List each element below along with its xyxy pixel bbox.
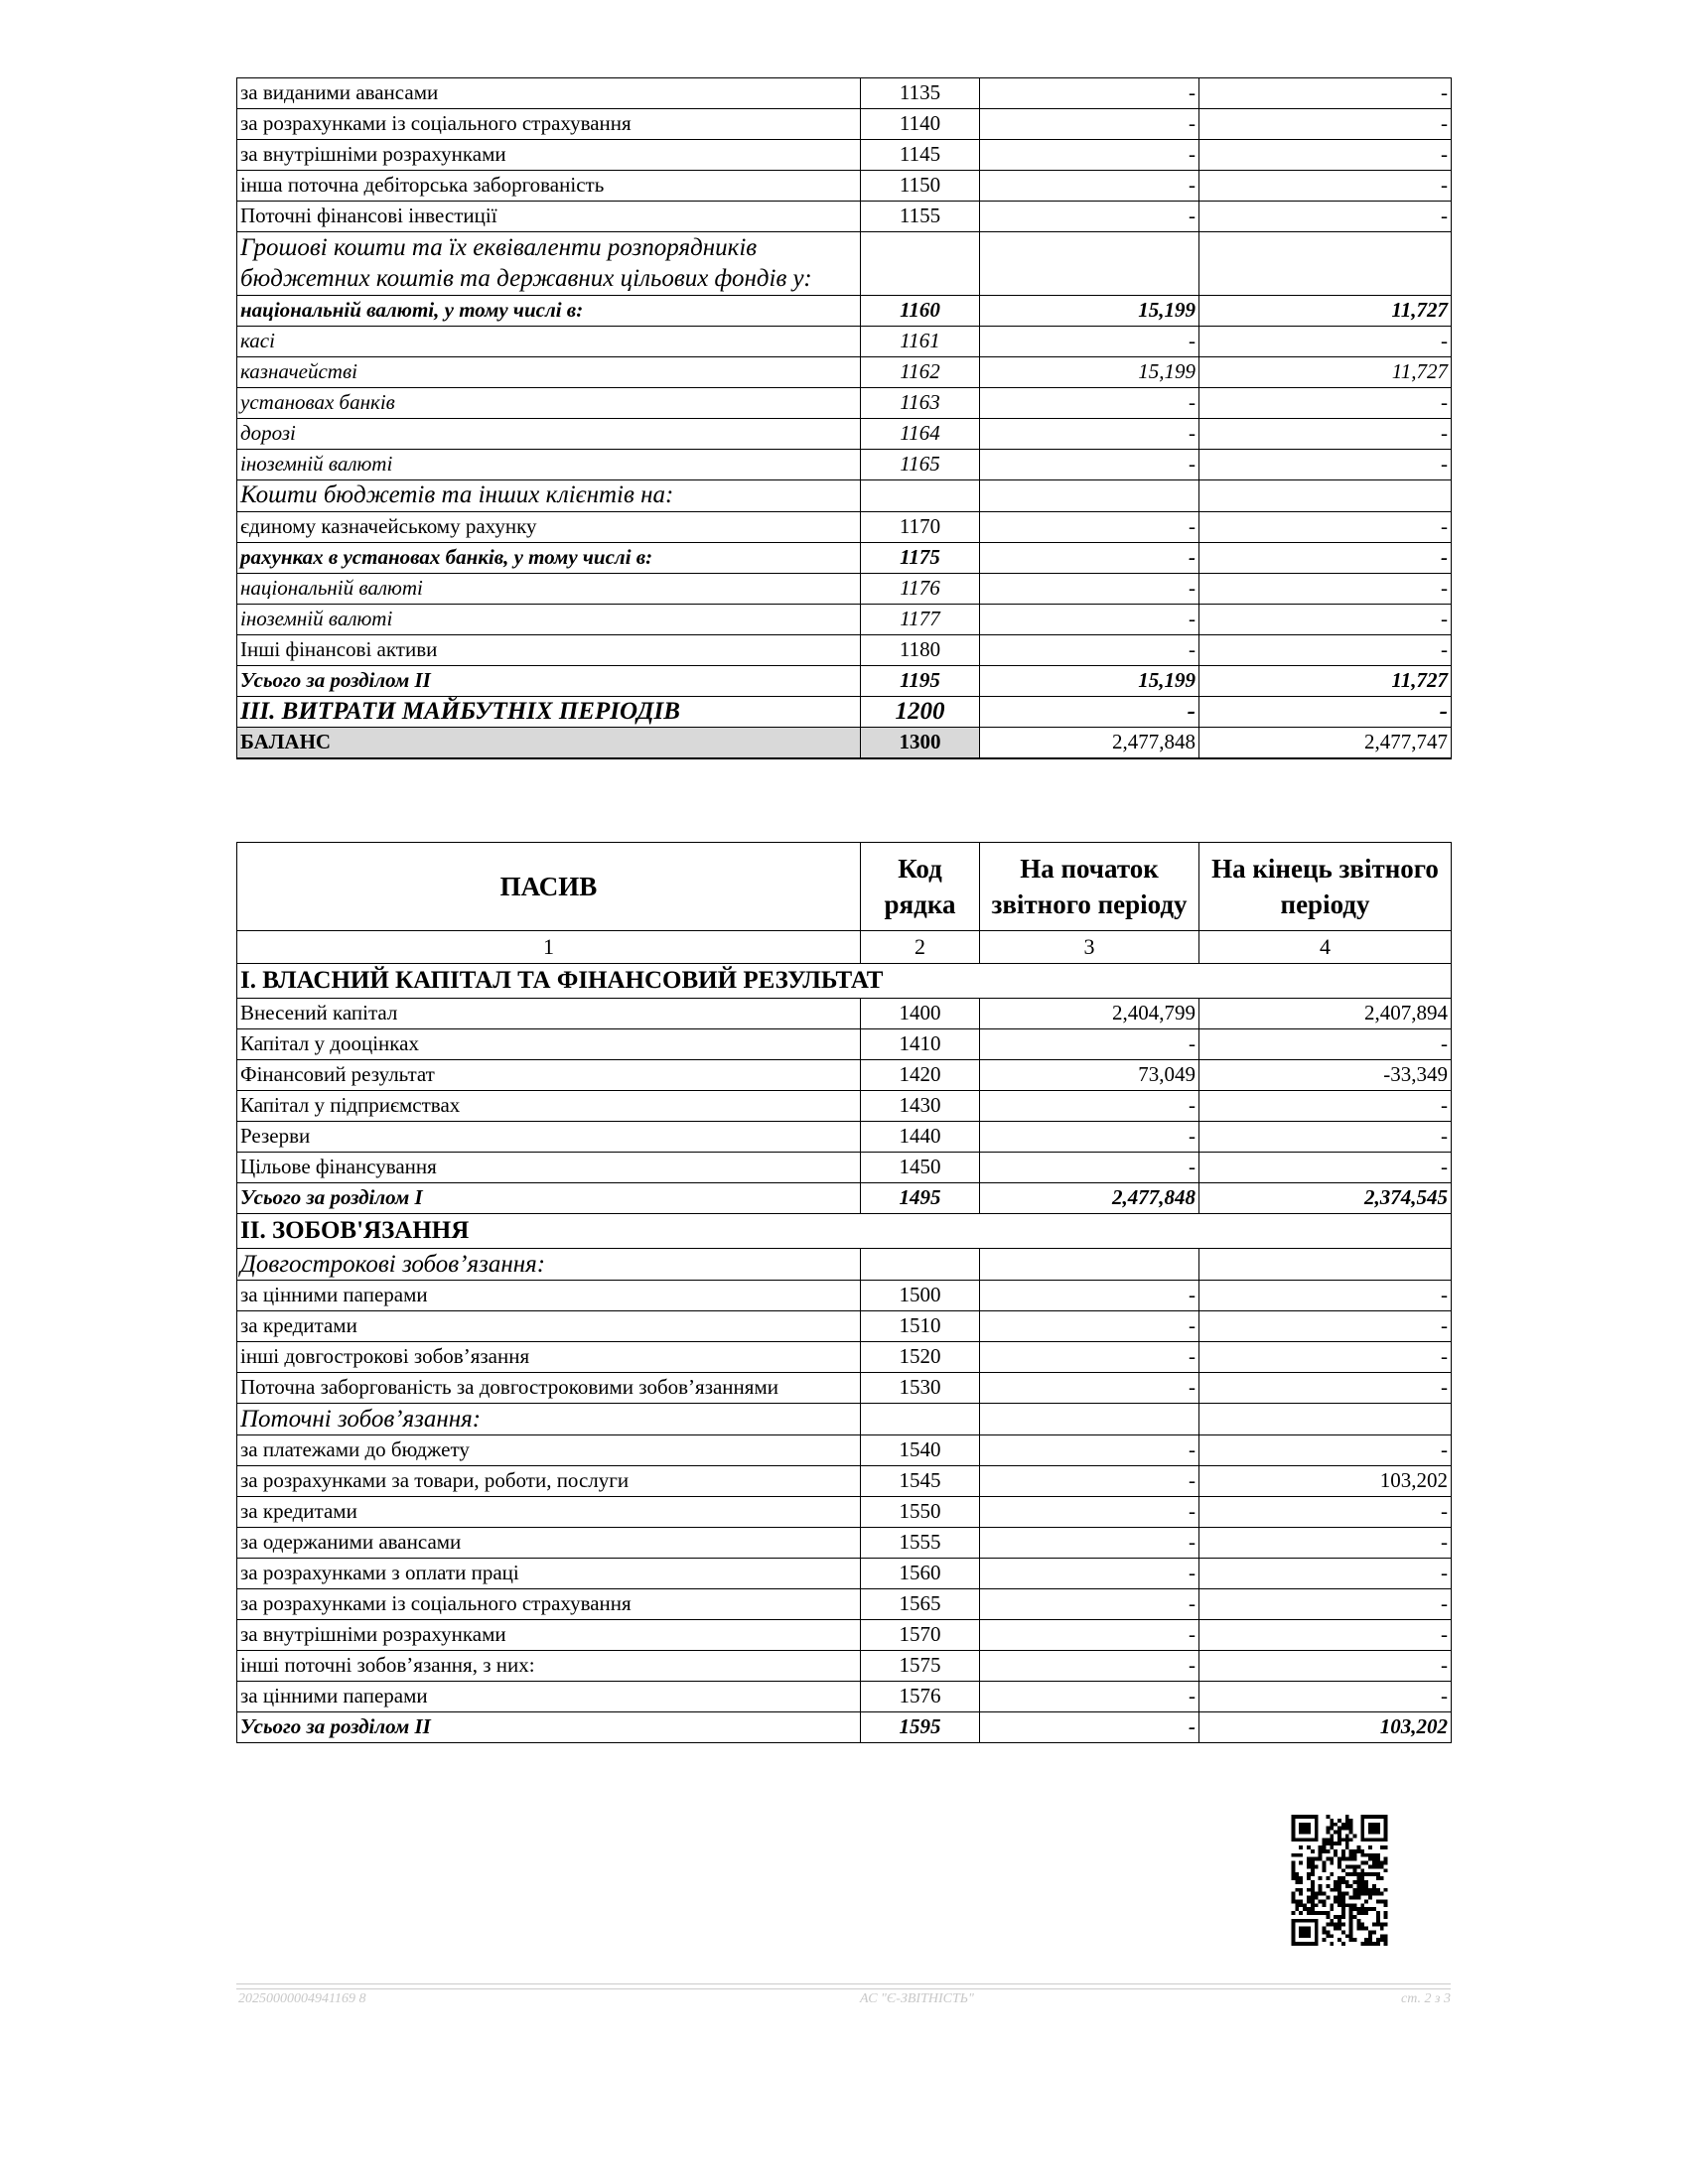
row-end-value: - — [1199, 109, 1452, 140]
row-code: 1565 — [861, 1589, 980, 1620]
row-end-value: - — [1199, 140, 1452, 171]
row-start-value: - — [980, 418, 1199, 449]
row-end-value: - — [1199, 326, 1452, 356]
row-code: 1135 — [861, 78, 980, 109]
table-row — [237, 479, 1452, 511]
row-end-value: - — [1199, 696, 1452, 727]
row-code: 1176 — [861, 573, 980, 604]
row-end-value: -33,349 — [1199, 1060, 1452, 1091]
row-end-value: - — [1199, 78, 1452, 109]
row-name: інші поточні зобов’язання, з них: — [237, 1651, 861, 1682]
table-row — [237, 1281, 1452, 1311]
row-name: за кредитами — [237, 1311, 861, 1342]
row-start-value: - — [980, 1682, 1199, 1712]
row-name: за кредитами — [237, 1497, 861, 1528]
row-end-value — [1199, 232, 1452, 296]
table-row — [237, 356, 1452, 387]
header-start: На початок звітного періоду — [980, 843, 1199, 931]
column-number-4: 4 — [1199, 931, 1452, 964]
row-start-value: - — [980, 109, 1199, 140]
table-row — [237, 999, 1452, 1029]
row-name: Капітал у підприємствах — [237, 1091, 861, 1122]
row-end-value: - — [1199, 1029, 1452, 1060]
row-code: 1163 — [861, 387, 980, 418]
row-start-value: 2,404,799 — [980, 999, 1199, 1029]
row-end-value — [1199, 479, 1452, 511]
row-code: 1540 — [861, 1435, 980, 1466]
row-end-value: - — [1199, 634, 1452, 665]
row-code: 1170 — [861, 511, 980, 542]
row-name: Поточні зобов’язання: — [237, 1404, 861, 1435]
row-name: за внутрішніми розрахунками — [237, 1620, 861, 1651]
row-name: Резерви — [237, 1122, 861, 1153]
row-name: за цінними паперами — [237, 1281, 861, 1311]
row-start-value: - — [980, 387, 1199, 418]
row-start-value: 2,477,848 — [980, 727, 1199, 758]
row-start-value: - — [980, 1712, 1199, 1743]
row-name: казначействі — [237, 356, 861, 387]
table-row — [237, 1373, 1452, 1404]
row-end-value: - — [1199, 1435, 1452, 1466]
row-code: 1177 — [861, 604, 980, 634]
row-code: 1450 — [861, 1153, 980, 1183]
row-code: 1495 — [861, 1183, 980, 1214]
table-row — [237, 202, 1452, 232]
row-code: 1420 — [861, 1060, 980, 1091]
liabilities-header-row — [237, 843, 1452, 931]
table-row — [237, 1153, 1452, 1183]
row-name: рахунках в установах банків, у тому числі в: — [237, 542, 861, 573]
row-name: національній валюті, у тому числі в: — [237, 295, 861, 326]
row-start-value: - — [980, 78, 1199, 109]
row-code: 1175 — [861, 542, 980, 573]
row-name: за розрахунками із соціального страхування — [237, 109, 861, 140]
row-code: 1520 — [861, 1342, 980, 1373]
column-number-2: 2 — [861, 931, 980, 964]
table-row — [237, 295, 1452, 326]
row-start-value: - — [980, 140, 1199, 171]
row-start-value: - — [980, 171, 1199, 202]
row-end-value: - — [1199, 1589, 1452, 1620]
row-end-value: - — [1199, 1620, 1452, 1651]
row-name: БАЛАНС — [237, 727, 861, 758]
row-name: за цінними паперами — [237, 1682, 861, 1712]
row-name: інші довгострокові зобов’язання — [237, 1342, 861, 1373]
table-row — [237, 1311, 1452, 1342]
row-end-value: - — [1199, 418, 1452, 449]
row-end-value: - — [1199, 1281, 1452, 1311]
row-start-value: - — [980, 573, 1199, 604]
row-start-value: - — [980, 1620, 1199, 1651]
table-row — [237, 1497, 1452, 1528]
row-start-value: - — [980, 1091, 1199, 1122]
row-start-value: - — [980, 1466, 1199, 1497]
row-code: 1160 — [861, 295, 980, 326]
row-end-value: 11,727 — [1199, 356, 1452, 387]
row-name: за платежами до бюджету — [237, 1435, 861, 1466]
row-start-value: - — [980, 634, 1199, 665]
row-code: 1560 — [861, 1559, 980, 1589]
row-code — [861, 232, 980, 296]
table-row — [237, 1651, 1452, 1682]
row-start-value — [980, 1404, 1199, 1435]
section-1-title: І. ВЛАСНИЙ КАПІТАЛ ТА ФІНАНСОВИЙ РЕЗУЛЬТАТ — [237, 964, 1452, 999]
section-1-body — [237, 999, 1452, 1214]
row-end-value: - — [1199, 1091, 1452, 1122]
row-end-value: 11,727 — [1199, 295, 1452, 326]
row-start-value: - — [980, 1122, 1199, 1153]
row-end-value: 103,202 — [1199, 1466, 1452, 1497]
table-row — [237, 1060, 1452, 1091]
row-end-value: - — [1199, 387, 1452, 418]
row-end-value: - — [1199, 171, 1452, 202]
table-row — [237, 109, 1452, 140]
row-code: 1162 — [861, 356, 980, 387]
row-start-value: - — [980, 511, 1199, 542]
row-start-value: - — [980, 1153, 1199, 1183]
row-code: 1155 — [861, 202, 980, 232]
row-code: 1164 — [861, 418, 980, 449]
table-row — [237, 232, 1452, 296]
row-end-value: 2,407,894 — [1199, 999, 1452, 1029]
row-code: 1180 — [861, 634, 980, 665]
table-row — [237, 665, 1452, 696]
row-name: за виданими авансами — [237, 78, 861, 109]
column-number-row — [237, 931, 1452, 964]
row-name: Поточна заборгованість за довгостроковими зобов’язаннями — [237, 1373, 861, 1404]
footer-document-id: 20250000004941169 8 — [238, 1991, 366, 2006]
row-code: 1440 — [861, 1122, 980, 1153]
table-row — [237, 171, 1452, 202]
table-row — [237, 727, 1452, 758]
section-2-body — [237, 1249, 1452, 1743]
row-end-value: - — [1199, 604, 1452, 634]
row-name: за розрахунками за товари, роботи, послуги — [237, 1466, 861, 1497]
row-start-value: - — [980, 604, 1199, 634]
row-code: 1530 — [861, 1373, 980, 1404]
row-end-value: - — [1199, 1682, 1452, 1712]
row-name: за одержаними авансами — [237, 1528, 861, 1559]
qr-code — [1291, 1815, 1388, 1946]
row-start-value: 2,477,848 — [980, 1183, 1199, 1214]
row-name: Інші фінансові активи — [237, 634, 861, 665]
row-start-value: - — [980, 1559, 1199, 1589]
row-name: Грошові кошти та їх еквіваленти розпорядників бюджетних коштів та державних цільових фондів у: — [237, 232, 861, 296]
row-end-value: - — [1199, 1528, 1452, 1559]
table-row — [237, 1183, 1452, 1214]
row-code: 1575 — [861, 1651, 980, 1682]
header-pasyv: ПАСИВ — [237, 843, 861, 931]
row-start-value: - — [980, 1435, 1199, 1466]
row-name: Усього за розділом I — [237, 1183, 861, 1214]
footer-page-number: ст. 2 з 3 — [1401, 1991, 1451, 2006]
table-row — [237, 1029, 1452, 1060]
row-name: іноземній валюті — [237, 449, 861, 479]
table-row — [237, 1528, 1452, 1559]
row-code: 1576 — [861, 1682, 980, 1712]
row-code: 1140 — [861, 109, 980, 140]
row-end-value: 2,374,545 — [1199, 1183, 1452, 1214]
table-row — [237, 1466, 1452, 1497]
row-end-value: - — [1199, 1373, 1452, 1404]
row-end-value: - — [1199, 1122, 1452, 1153]
row-code: 1161 — [861, 326, 980, 356]
row-start-value: - — [980, 449, 1199, 479]
table-row — [237, 1404, 1452, 1435]
row-end-value: - — [1199, 1651, 1452, 1682]
row-start-value — [980, 232, 1199, 296]
row-start-value: 15,199 — [980, 665, 1199, 696]
row-start-value: - — [980, 542, 1199, 573]
table-row — [237, 634, 1452, 665]
row-name: Поточні фінансові інвестиції — [237, 202, 861, 232]
row-start-value: - — [980, 202, 1199, 232]
row-name: Усього за розділом IІ — [237, 1712, 861, 1743]
liabilities-table — [236, 842, 1452, 1743]
row-end-value: - — [1199, 1497, 1452, 1528]
header-code: Код рядка — [861, 843, 980, 931]
row-start-value: - — [980, 1589, 1199, 1620]
row-start-value: 15,199 — [980, 356, 1199, 387]
row-code: 1430 — [861, 1091, 980, 1122]
table-row — [237, 1589, 1452, 1620]
row-code: 1570 — [861, 1620, 980, 1651]
row-name: за розрахунками з оплати праці — [237, 1559, 861, 1589]
row-start-value: - — [980, 1651, 1199, 1682]
row-code: 1150 — [861, 171, 980, 202]
table-row — [237, 326, 1452, 356]
table-row — [237, 1091, 1452, 1122]
row-end-value: 11,727 — [1199, 665, 1452, 696]
row-code: 1595 — [861, 1712, 980, 1743]
row-end-value: - — [1199, 202, 1452, 232]
row-end-value: - — [1199, 449, 1452, 479]
row-end-value: 2,477,747 — [1199, 727, 1452, 758]
row-start-value: - — [980, 1373, 1199, 1404]
row-end-value: - — [1199, 1153, 1452, 1183]
row-start-value: - — [980, 326, 1199, 356]
row-code: 1550 — [861, 1497, 980, 1528]
header-end: На кінець звітного періоду — [1199, 843, 1452, 931]
row-name: національній валюті — [237, 573, 861, 604]
row-end-value: - — [1199, 511, 1452, 542]
table-row — [237, 1559, 1452, 1589]
row-end-value: - — [1199, 1559, 1452, 1589]
row-start-value: - — [980, 1029, 1199, 1060]
table-row — [237, 387, 1452, 418]
row-end-value: 103,202 — [1199, 1712, 1452, 1743]
footer-divider — [236, 1983, 1451, 1989]
row-code: 1400 — [861, 999, 980, 1029]
table-row — [237, 573, 1452, 604]
row-name: Цільове фінансування — [237, 1153, 861, 1183]
row-name: Капітал у дооцінках — [237, 1029, 861, 1060]
row-name: іноземній валюті — [237, 604, 861, 634]
row-end-value: - — [1199, 573, 1452, 604]
section-2-title-row — [237, 1214, 1452, 1249]
row-name: Фінансовий результат — [237, 1060, 861, 1091]
row-start-value: - — [980, 1311, 1199, 1342]
assets-table-body — [237, 78, 1452, 758]
table-row — [237, 1712, 1452, 1743]
table-row — [237, 1122, 1452, 1153]
row-code: 1300 — [861, 727, 980, 758]
row-start-value: - — [980, 1497, 1199, 1528]
footer-system-name: АС "Є-ЗВІТНІСТЬ" — [860, 1991, 974, 2006]
row-name: Усього за розділом ІІ — [237, 665, 861, 696]
row-start-value: - — [980, 1342, 1199, 1373]
assets-table — [236, 77, 1452, 759]
column-number-1: 1 — [237, 931, 861, 964]
row-code: 1410 — [861, 1029, 980, 1060]
table-row — [237, 542, 1452, 573]
row-name: за внутрішніми розрахунками — [237, 140, 861, 171]
table-row — [237, 511, 1452, 542]
row-start-value — [980, 479, 1199, 511]
column-number-3: 3 — [980, 931, 1199, 964]
row-name: Внесений капітал — [237, 999, 861, 1029]
table-row — [237, 1342, 1452, 1373]
row-code — [861, 1249, 980, 1281]
table-row — [237, 449, 1452, 479]
row-start-value: - — [980, 1281, 1199, 1311]
table-row — [237, 1682, 1452, 1712]
row-code: 1200 — [861, 696, 980, 727]
table-row — [237, 418, 1452, 449]
row-code — [861, 1404, 980, 1435]
row-name: установах банків — [237, 387, 861, 418]
table-row — [237, 604, 1452, 634]
row-name: за розрахунками із соціального страхування — [237, 1589, 861, 1620]
row-start-value: 73,049 — [980, 1060, 1199, 1091]
row-code: 1145 — [861, 140, 980, 171]
row-end-value: - — [1199, 1342, 1452, 1373]
row-code — [861, 479, 980, 511]
table-row — [237, 696, 1452, 727]
row-code: 1555 — [861, 1528, 980, 1559]
table-row — [237, 78, 1452, 109]
row-start-value: 15,199 — [980, 295, 1199, 326]
row-end-value: - — [1199, 1311, 1452, 1342]
row-end-value — [1199, 1404, 1452, 1435]
table-row — [237, 1620, 1452, 1651]
section-1-title-row — [237, 964, 1452, 999]
table-row — [237, 140, 1452, 171]
row-code: 1510 — [861, 1311, 980, 1342]
row-end-value: - — [1199, 542, 1452, 573]
row-name: Довгострокові зобов’язання: — [237, 1249, 861, 1281]
row-name: дорозі — [237, 418, 861, 449]
section-2-title: ІІ. ЗОБОВ'ЯЗАННЯ — [237, 1214, 1452, 1249]
row-code: 1545 — [861, 1466, 980, 1497]
row-name: касі — [237, 326, 861, 356]
row-start-value: - — [980, 696, 1199, 727]
row-start-value: - — [980, 1528, 1199, 1559]
row-name: ІІІ. ВИТРАТИ МАЙБУТНІХ ПЕРІОДІВ — [237, 696, 861, 727]
row-end-value — [1199, 1249, 1452, 1281]
table-row — [237, 1435, 1452, 1466]
row-name: Кошти бюджетів та інших клієнтів на: — [237, 479, 861, 511]
row-name: інша поточна дебіторська заборгованість — [237, 171, 861, 202]
table-row — [237, 1249, 1452, 1281]
row-code: 1165 — [861, 449, 980, 479]
row-code: 1500 — [861, 1281, 980, 1311]
row-name: єдиному казначейському рахунку — [237, 511, 861, 542]
row-start-value — [980, 1249, 1199, 1281]
row-code: 1195 — [861, 665, 980, 696]
